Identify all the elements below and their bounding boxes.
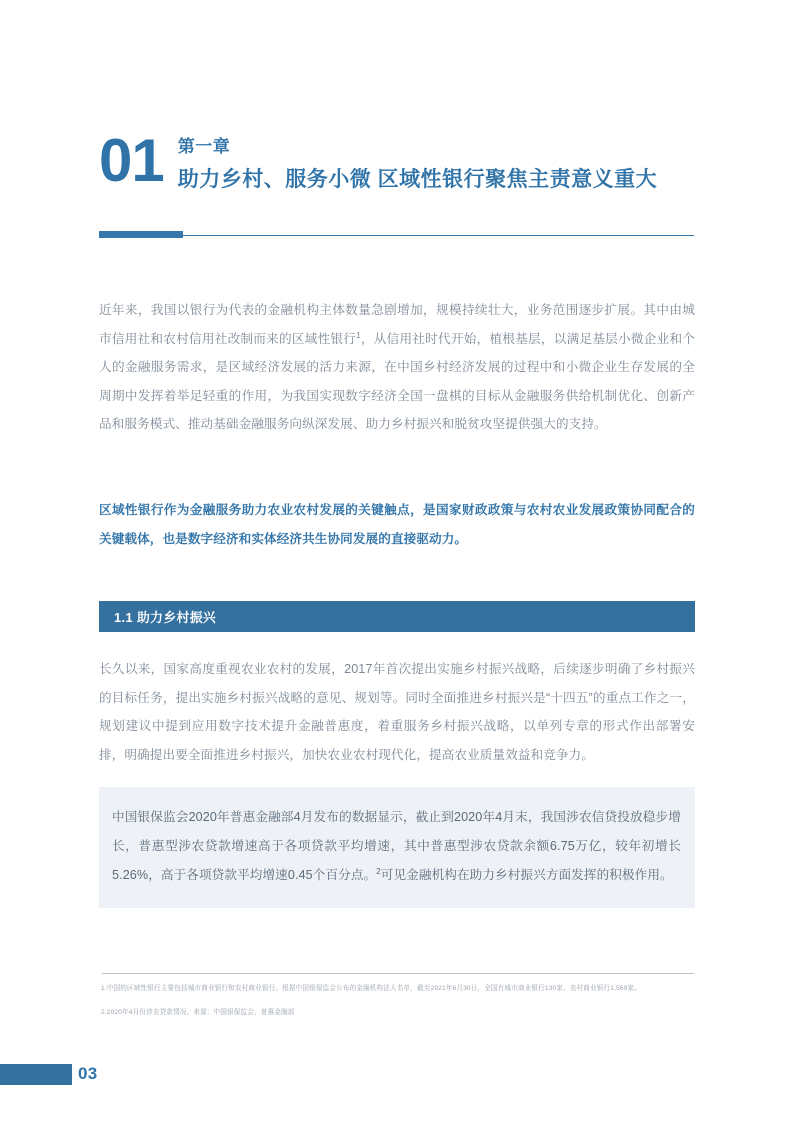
footnote-ref-1: 1 xyxy=(356,330,361,340)
chapter-heading-row xyxy=(99,128,695,196)
callout-text-part2: 可见金融机构在助力乡村振兴方面发挥的积极作用。 xyxy=(380,868,673,882)
intro-paragraph-part2: ，从信用社时代开始，植根基层，以满足基层小微企业和个人的金融服务需求，是区域经济发展的活力来源，在中国乡村经济发展的过程中和小微企业生存发展的全周期中发挥着举足轻重的作用，为我国实现数字经济全国一盘棋的目标从金融服务供给机制优化、创新产品和服务模式、推动基础金融服务向纵深发展、助力乡村振兴和脱贫攻坚提供强大的支持。 xyxy=(99,331,696,431)
footnote-item-1: 1.中国的区域性银行主要包括城市商业银行和农村商业银行。根据中国银保监会公布的金融机构法人名单，截至2021年6月30日，全国有城市商业银行130家、农村商业银行1,569家。 xyxy=(101,985,642,992)
section-heading-bar xyxy=(99,601,695,632)
intro-paragraph-part1: 近年来，我国以银行为代表的金融机构主体数量急剧增加，规模持续壮大，业务范围逐步扩展。其中由城市信用社和农村信用社改制而来的区域性银行 xyxy=(99,303,695,346)
chapter-divider xyxy=(99,231,694,239)
footnote-item-2: 2.2020年4月份涉农贷款情况。来源：中国银保监会，普惠金融部 xyxy=(101,1008,295,1016)
footnote-divider xyxy=(102,973,694,974)
chapter-heading xyxy=(99,128,695,196)
intro-paragraph xyxy=(99,296,695,439)
chapter-kicker: 第一章 xyxy=(177,137,231,156)
chapter-number: 01 xyxy=(99,127,164,194)
callout-box xyxy=(99,787,695,908)
page-number: 03 xyxy=(78,1064,98,1083)
footer-accent-bar xyxy=(0,1064,72,1085)
callout-text xyxy=(99,803,695,890)
footnote-list xyxy=(101,982,697,1019)
chapter-title-group xyxy=(178,128,657,196)
chapter-title: 助力乡村、服务小微 区域性银行聚焦主责意义重大 xyxy=(177,168,658,191)
section-heading-label: 1.1 助力乡村振兴 xyxy=(114,610,217,625)
highlight-paragraph: 区域性银行作为金融服务助力农业农村发展的关键触点，是国家财政政策与农村农业发展政策协同配合的关键载体，也是数字经济和实体经济共生协同发展的直接驱动力。 xyxy=(99,503,695,546)
callout-text-part1: 中国银保监会2020年普惠金融部4月发布的数据显示，截止到2020年4月末，我国涉农信贷投放稳步增长，普惠型涉农贷款增速高于各项贷款平均增速，其中普惠型涉农贷款余额6.75万亿，较年初增长5.26%，高于各项贷款平均增速0.45个百分点。 xyxy=(112,810,681,882)
chapter-divider-thin xyxy=(183,235,694,236)
section-paragraph: 长久以来，国家高度重视农业农村的发展，2017年首次提出实施乡村振兴战略，后续逐步明确了乡村振兴的目标任务，提出实施乡村振兴战略的意见、规划等。同时全面推进乡村振兴是“十四五”的重点工作之一，规划建议中提到应用数字技术提升金融普惠度，着重服务乡村振兴战略，以单列专章的形式作出部署安排，明确提出要全面推进乡村振兴，加快农业农村现代化，提高农业质量效益和竞争力。 xyxy=(99,662,695,762)
footnote-ref-2: 2 xyxy=(376,866,381,876)
chapter-divider-thick xyxy=(99,231,183,238)
